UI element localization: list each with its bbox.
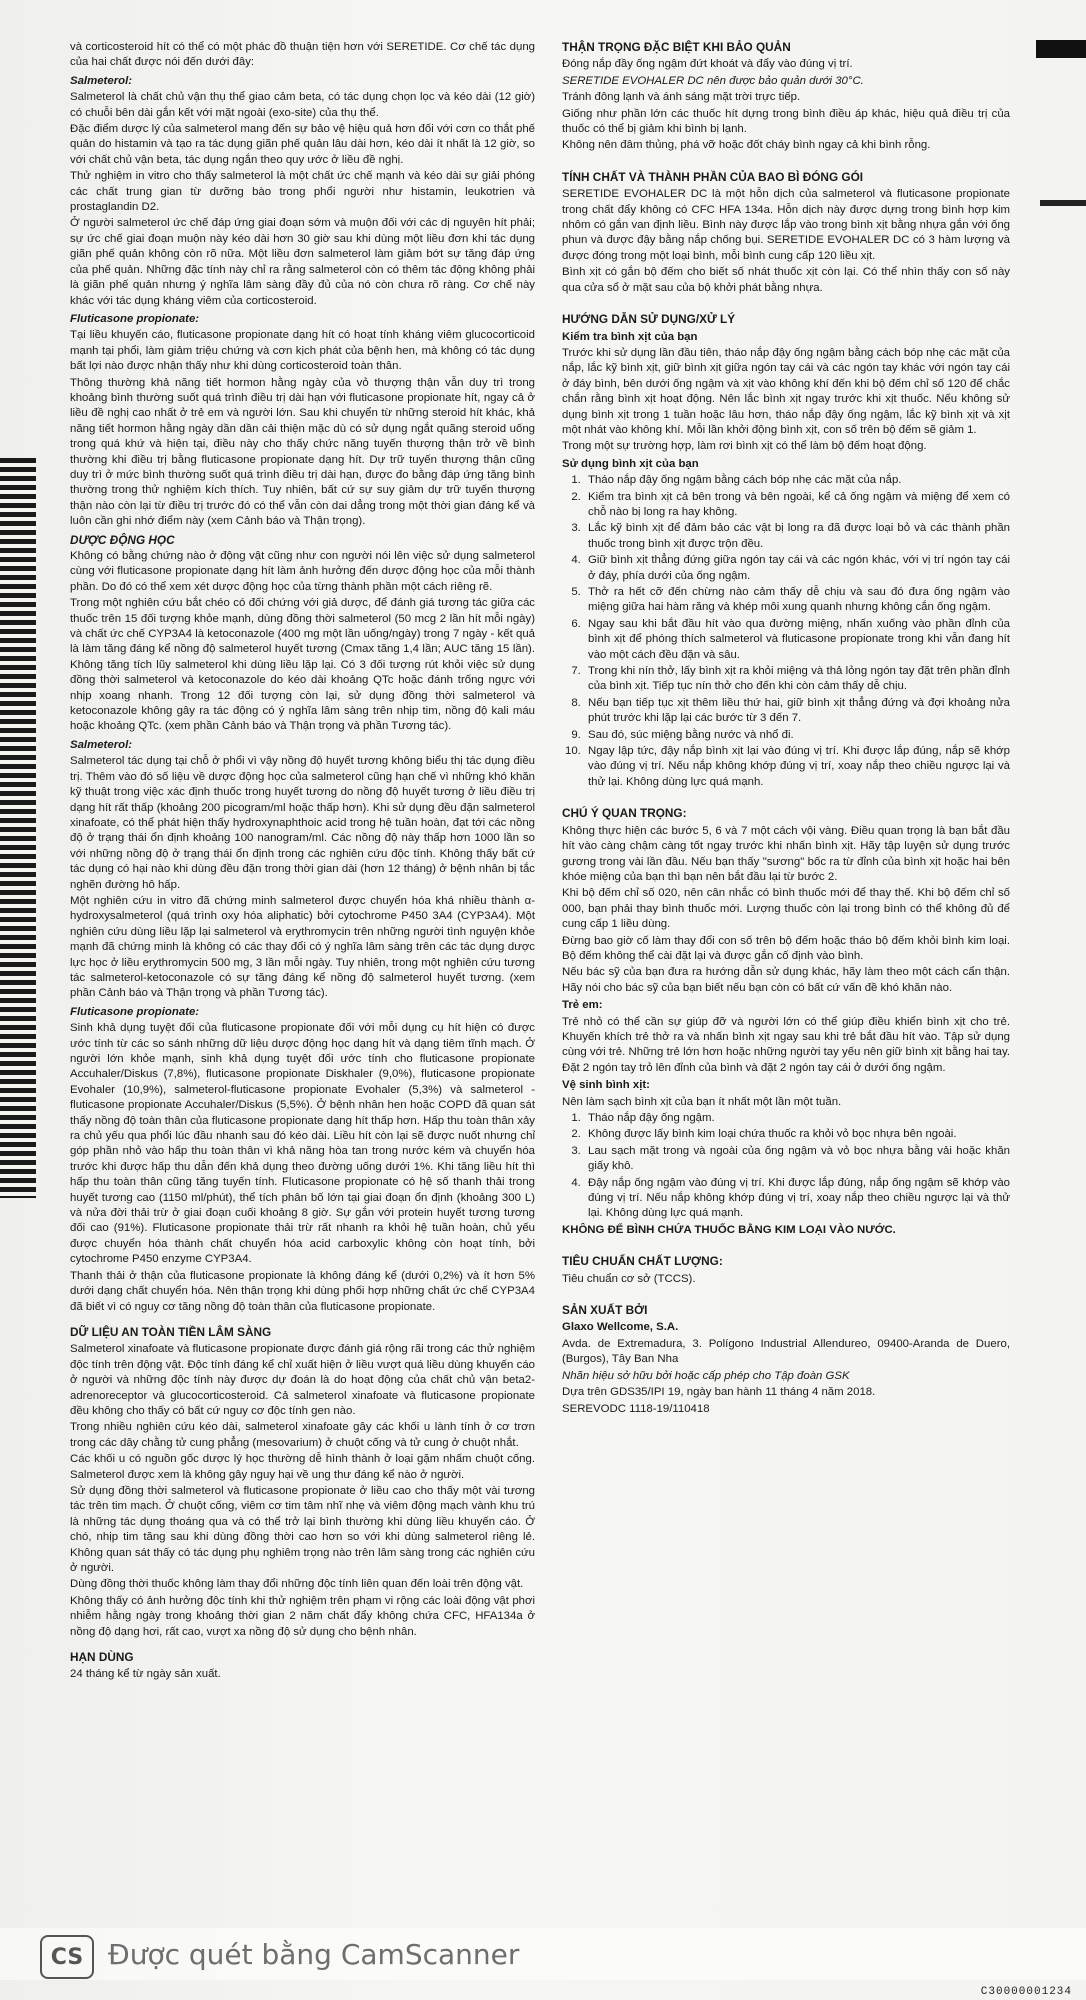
expiry-text: 24 tháng kể từ ngày sản xuất.	[70, 1668, 221, 1681]
bottom-code: C30000001234	[980, 1986, 1072, 1998]
intro-text: và corticosteroid hít có thể có một phác đồ thuận tiện hơn với SERETIDE. Cơ chế tác dụng của hai chất được nói đến dưới đây:	[70, 41, 535, 69]
check-inhaler-heading: Kiểm tra bình xịt của bạn	[562, 330, 698, 343]
preclinical-safety-heading: DỮ LIỆU AN TOÀN TIỀN LÂM SÀNG	[70, 1324, 272, 1339]
list-item: 3. Lắc kỹ bình xịt để đảm bảo các vật bị long ra đã được loại bỏ và các thành phần thuốc trong bình xịt được trộn đều.	[584, 521, 1010, 552]
scan-edge-mark-2	[1040, 200, 1086, 206]
list-item: 10. Ngay lập tức, đậy nắp bình xịt lại vào đúng vị trí. Khi được lắp đúng, nắp sẽ khớp vào đúng vị trí. Nếu nắp không khớp đúng vị trí, xoay nắp theo chiều ngược lại và thử lại. Không dùng lực quá mạnh.	[584, 744, 1010, 790]
paragraph: Sinh khả dụng tuyệt đối của fluticasone propionate đối với mỗi dụng cụ hít hiện có được ước tính từ các so sánh những dữ liệu dược động học dạng hít và dạng tiêm tĩnh mạch. Ở người lớn khỏe mạnh, sinh khả dụng tuyệt đối ước tính cho fluticasone propionate Accuhaler/Diskus (7,8%), fluticasone propionate Diskhaler (9,0%), fluticasone propionate Evohaler (10,9%), salmeterol-fluticasone propionate Evohaler (5,3%) và salmeterol - fluticasone propionate Accuhaler/Diskus (5,5%). Ở bệnh nhân hen hoặc COPD đã quan sát thấy nồng độ toàn thân của fluticasone propionate dạng hít thấp hơn. Hấp thu toàn thân xảy ra chủ yếu qua phổi lúc đầu nhanh sau đó kéo dài. Liều hít còn lại sẽ được nuốt nhưng chỉ góp phần nhỏ vào hấp thu toàn thân vì khả năng hòa tan trong nước kém và chuyển hóa trước khi được hấp thu dẫn đến khả dụng theo đường uống dưới 1%. Khi tăng liều hít thì hấp thu toàn thân cũng tăng tuyến tính. Fluticasone propionate có hệ số thanh thải trong huyết tương cao (1150 ml/phút), thể tích phân bố lớn tại giai đoạn ổn định (khoảng 300 L) và nửa đời thải trừ ở giai đoạn cuối khoảng 8 giờ. Sự gắn với protein huyết tương tương đối cao (91%). Fluticasone propionate thải trừ rất nhanh ra khỏi hệ tuần hoàn, chủ yếu được chuyển hóa thành chất chuyển hóa acid carboxylic không còn hoạt tính, bởi cytochrome P450 enzyme CYP3A4.	[70, 1022, 535, 1266]
paragraph: Đóng nắp đầy ống ngậm đứt khoát và đẩy vào đúng vị trí.	[562, 58, 853, 71]
children-heading: Trẻ em:	[562, 999, 603, 1012]
paragraph: Salmeterol xinafoate và fluticasone propionate được đánh giá rộng rãi trong các thử nghiệm độc tính trên động vật. Độc tính đáng kể chỉ xuất hiện ở liều vượt quá liều dùng khuyến cáo ở người và những độc tính này được dự đoán là do hoạt động của chất chủ vận beta2-adrenoreceptor và glucocorticosteroid. Cả salmeterol xinafoate và fluticasone propionate đều không cho thấy có bất cứ nguy cơ độc tính gen nào.	[70, 1343, 535, 1417]
paragraph: Trong nhiều nghiên cứu kéo dài, salmeterol xinafoate gây các khối u lành tính ở cơ trơn trong các dây chằng tử cung phẳng (mesovarium) ở chuột cống và tử cung ở chuột nhắt.	[70, 1421, 535, 1449]
list-item: 8. Nếu bạn tiếp tục xịt thêm liều thứ hai, giữ bình xịt thẳng đứng và đợi khoảng nửa phút trước khi lặp lại các bước từ 3 đến 7.	[584, 696, 1010, 727]
paragraph: Salmeterol là chất chủ vận thụ thể giao cảm beta, có tác dụng chọn lọc và kéo dài (12 giờ) có chuỗi bên dài gắn kết với mặt ngoài (exo-site) của thụ thể.	[70, 91, 535, 119]
paragraph: Các khối u có nguồn gốc dược lý học thường dễ hình thành ở loại gặm nhấm chuột cống. Salmeterol được xem là không gây nguy hại về ung thư đáng kể nào ở người.	[70, 1453, 535, 1481]
salmeterol-heading: Salmeterol:	[70, 74, 133, 87]
paragraph: Đặc điểm dược lý của salmeterol mang đến sự bảo vệ hiệu quả hơn đối với cơn co thắt phế quản do histamin và tạo ra tác dụng giãn phế quản lâu dài hơn, kéo dài ít nhất là 12 giờ, so với chất chủ vận beta, tác dụng ngắn theo quy ước ở liều đề nghị.	[70, 123, 535, 166]
paragraph: Trước khi sử dụng lần đầu tiên, tháo nắp đậy ống ngậm bằng cách bóp nhẹ các mặt của nắp, lắc kỹ bình xịt, giữ bình xịt giữa ngón tay cái và các ngón tay khác với ngón tay cái ở đáy bình, bên dưới ống ngậm và xịt vào không khí đến khi bộ đếm chỉ số 120 để chắc chắn rằng bình xịt hoạt động. Nên lắc bình xịt ngay trước khi xịt thuốc. Nếu không sử dụng bình xịt trong 1 tuần hoặc lâu hơn, tháo nắp đậy ống ngậm, lắc kỹ bình xịt và xịt một nhát vào không khí. Mỗi lần khởi động bình xịt, con số trên bộ đếm sẽ giảm 1.	[562, 346, 1010, 436]
cleaning-warning: KHÔNG ĐỂ BÌNH CHỨA THUỐC BẰNG KIM LOẠI VÀO NƯỚC.	[562, 1223, 896, 1236]
paragraph: Tại liều khuyến cáo, fluticasone propionate dạng hít có hoạt tính kháng viêm glucocorticoid mạnh tại phổi, làm giảm triệu chứng và cơn kịch phát của bệnh hen, mà không có tác dụng bất lợi nào được nhận thấy như khi dùng corticosteroid toàn thân.	[70, 329, 535, 373]
list-item: 4. Giữ bình xịt thẳng đứng giữa ngón tay cái và các ngón khác, với vị trí ngón tay cái ở đáy, phía dưới của ống ngậm.	[584, 553, 1010, 584]
important-note-heading: CHÚ Ý QUAN TRỌNG:	[562, 806, 687, 821]
pk-fluticasone-heading: Fluticasone propionate:	[70, 1005, 200, 1018]
list-item: 2. Kiểm tra bình xịt cả bên trong và bên ngoài, kể cả ống ngậm và miệng để xem có chỗ nào bị long ra hay không.	[584, 490, 1010, 521]
paragraph: Sử dụng đồng thời salmeterol và fluticasone propionate ở liều cao cho thấy một vài tương tác trên tim mạch. Ở chuột cống, viêm cơ tim tâm nhĩ nhẹ và viêm động mạch vành khu trú là những tác dụng thoáng qua và có thể trở lại bình thường khi dùng liều khuyến cáo. Ở chó, nhịp tim tăng sau khi dùng đồng thời cao hơn so với khi dùng salmeterol riêng lẻ. Không quan sát thấy có tác dụng phụ nghiêm trọng nào trên lâm sàng trong các nghiên cứu ở người.	[70, 1484, 535, 1574]
pharmacokinetics-heading: DƯỢC ĐỘNG HỌC	[70, 532, 175, 547]
cleaning-steps	[562, 1111, 1010, 1222]
use-inhaler-heading: Sử dụng bình xịt của bạn	[562, 457, 699, 470]
paragraph: Khi bộ đếm chỉ số 020, nên cân nhắc có bình thuốc mới để thay thế. Khi bộ đếm chỉ số 000, bạn phải thay bình thuốc mới. Lượng thuốc còn lại trong bình có thể không đủ để cung cấp 1 liều dùng.	[562, 887, 1010, 931]
paragraph: Giống như phần lớn các thuốc hít dựng trong bình điều áp khác, hiệu quả điều trị của thuốc có thể bị giảm khi bình bị lạnh.	[562, 107, 1010, 136]
storage-heading: THẬN TRỌNG ĐẶC BIỆT KHI BẢO QUẢN	[562, 40, 791, 54]
manufacturer-heading: SẢN XUẤT BỞI	[562, 1303, 648, 1318]
paragraph: Tránh đông lạnh và ánh sáng mặt trời trực tiếp.	[562, 91, 801, 104]
paragraph: Một nghiên cứu in vitro đã chứng minh salmeterol được chuyển hóa khá nhiều thành α-hydroxysalmeterol (quá trình oxy hóa aliphatic) bởi cytochrome P450 3A4 (CYP3A4). Một nghiên cứu dùng liều lặp lại salmeterol và erythromycin trên những người tình nguyện khỏe mạnh đã chứng minh là không có các thay đổi có ý nghĩa lâm sàng trên các tác dụng dược lực học ở liều erythromycin 500 mg, 3 lần mỗi ngày. Tuy nhiên, trong một nghiên cứu tương tác salmeterol-ketoconazole có sự tăng đáng kể nồng độ salmeterol huyết tương. (xem phần Cảnh báo và Thận trọng và phần Tương tác).	[70, 894, 535, 1000]
paragraph: Không nên đâm thủng, phá vỡ hoặc đốt cháy bình ngay cả khi bình rỗng.	[562, 139, 931, 152]
paragraph: SERETIDE EVOHALER DC là một hỗn dịch của salmeterol và fluticasone propionate trong chất đẩy không có CFC HFA 134a. Hỗn dịch này được dựng trong bình hợp kim nhôm có gắn van định liều. Bình này được lắp vào trong bình xịt bằng nhựa gắn với ống phun và được đậy bằng nắp chống bụi. SERETIDE EVOHALER DC có 3 hàm lượng và được đóng trong một loại bình, mỗi bình cung cấp 120 liều xịt.	[562, 188, 1010, 262]
list-item: 9. Sau đó, súc miệng bằng nước và nhổ đi.	[584, 728, 1010, 743]
paragraph: Không thấy có ảnh hưởng độc tính khi thử nghiệm trên phạm vi rộng các loài động vật phơi nhiễm hằng ngày trong khoảng thời gian 2 năm chất đẩy không chứa CFC, HFA134a ở nồng độ dạng hơi, rất cao, vượt xa nồng độ sử dụng cho bệnh nhân.	[70, 1594, 535, 1638]
expiry-heading: HẠN DÙNG	[70, 1650, 134, 1665]
usage-steps	[562, 473, 1010, 790]
list-item: 4. Đậy nắp ống ngậm vào đúng vị trí. Khi được lắp đúng, nắp ống ngậm sẽ khớp vào đúng vị trí. Nếu nắp không khớp đúng vị trí, xoay nắp theo chiều ngược lại và thử lại. Không dùng lực quá mạnh.	[584, 1176, 1010, 1222]
fluticasone-heading: Fluticasone propionate:	[70, 312, 200, 325]
quality-heading: TIÊU CHUẨN CHẤT LƯỢNG:	[562, 1254, 723, 1269]
usage-heading: HƯỚNG DẪN SỬ DỤNG/XỬ LÝ	[562, 312, 736, 327]
paragraph: Trong một nghiên cứu bắt chéo có đối chứng với giả dược, để đánh giá tương tác giữa các thuốc trên 15 đối tượng khỏe mạnh, dùng đồng thời salmeterol (50 mcg 2 lần hít mỗi ngày) và chất ức chế CYP3A4 là ketoconazole (400 mg một lần uống/ngày) trong 7 ngày - kết quả là làm tăng đáng kể nồng độ salmeterol huyết tương (Cmax tăng 1,4 lần; AUC tăng 15 lần). Không tăng tích lũy salmeterol khi dùng liều lặp lại. Có 3 đối tượng rút khỏi việc sử dụng đồng thời salmeterol và ketoconazole do kéo dài khoảng QTc hoặc đánh trống ngực với nhịp xoang nhanh. Trong 12 đối tượng còn lại, sử dụng đồng thời salmeterol và ketoconazole không gây ra tác động có ý nghĩa lâm sàng trên nhịp tim, nồng độ kali máu hoặc khoảng QTc. (xem phần Cảnh báo và Thận trọng và phần Tương tác).	[70, 597, 535, 733]
left-column	[70, 40, 535, 1684]
camscanner-logo: CS	[40, 1935, 94, 1979]
list-item: 2. Không được lấy bình kim loại chứa thuốc ra khỏi vỏ bọc nhựa bên ngoài.	[584, 1127, 1010, 1142]
paragraph: Salmeterol tác dụng tại chỗ ở phổi vì vậy nồng độ huyết tương không biểu thị tác dụng điều trị. Thêm vào đó số liệu về dược động học của salmeterol cũng hạn chế vì những khó khăn kỹ thuật trong việc xác định thuốc trong huyết tương do nồng độ huyết tương ở liều điều trị dạng hít rất thấp (khoảng 200 picogram/ml hoặc thấp hơn). Khi sử dụng đều đặn salmeterol xinafoate, có thể phát hiện thấy hydroxynaphthoic acid trong hệ tuần hoàn, đạt tới các nồng độ ở trạng thái ổn định khoảng 100 nanogram/ml. Các nồng độ này thấp hơn 1000 lần so với những nồng độ ở trạng thái ổn định trong các nghiên cứu độc tính. Không thấy bất cứ tác dụng có hại nào khi dùng đều đặn trong thời gian dài (hơn 12 tháng) ở bệnh nhân bị tắc nghẽn đường hô hấp.	[70, 755, 535, 891]
paragraph: Bình xịt có gắn bộ đếm cho biết số nhát thuốc xịt còn lại. Có thể nhìn thấy con số này qua cửa sổ ở mặt sau của bộ khởi phát bằng nhựa.	[562, 266, 1010, 294]
scan-edge-mark	[1036, 40, 1086, 58]
paragraph: Thanh thải ở thận của fluticasone propionate là không đáng kể (dưới 0,2%) và ít hơn 5% dưới dạng chất chuyển hóa. Nên thận trọng khi dùng phối hợp những chất ức chế CYP3A4 đã biết vì có nguy cơ tăng nồng độ toàn thân của fluticasone propionate.	[70, 1269, 535, 1313]
manufacturer-name: Glaxo Wellcome, S.A.	[562, 1321, 679, 1334]
list-item: 5. Thở ra hết cỡ đến chừng nào cảm thấy dễ chịu và sau đó đưa ống ngậm vào miệng giữa hai hàm răng và khép môi xung quanh nhưng không cắn ống ngậm.	[584, 585, 1010, 616]
document-code: SEREVODC 1118-19/110418	[562, 1402, 710, 1415]
paragraph: Nếu bác sỹ của bạn đưa ra hướng dẫn sử dụng khác, hãy làm theo một cách cẩn thận. Hãy nói cho bác sỹ của bạn biết nếu bạn còn có bất cứ vấn đề khó khăn nào.	[562, 966, 1010, 994]
quality-text: Tiêu chuẩn cơ sở (TCCS).	[562, 1272, 696, 1285]
list-item: 6. Ngay sau khi bắt đầu hít vào qua đường miệng, nhấn xuống vào phần đỉnh của bình xịt để phóng thích salmeterol và fluticasone propionate trong khi vẫn đang hít vào một cách đều đặn và sâu.	[584, 617, 1010, 663]
packaging-heading: TÍNH CHẤT VÀ THÀNH PHẦN CỦA BAO BÌ ĐÓNG GÓI	[562, 169, 864, 184]
paragraph: Ở người salmeterol ức chế đáp ứng giai đoạn sớm và muộn đối với các dị nguyên hít phải; sự ức chế giai đoạn muộn này kéo dài hơn 30 giờ sau khi dùng một liều đơn khi tác dụng giãn phế quản không còn rõ nữa. Một liều đơn salmeterol làm giảm bớt sự tăng đáp ứng của phế quản. Những đặc tính này chỉ ra rằng salmeterol còn có thêm tác động không phải là giãn phế quản nhưng ý nghĩa lâm sàng đầy đủ của nó còn chưa rõ ràng. Cơ chế này khác với tác dụng kháng viêm của corticosteroid.	[70, 217, 535, 307]
camscanner-watermark-text: Được quét bằng CamScanner	[108, 1938, 520, 1971]
trademark-text: Nhãn hiệu sở hữu bởi hoặc cấp phép cho Tập đoàn GSK	[562, 1369, 850, 1382]
manufacturer-address: Avda. de Extremadura, 3. Polígono Industrial Allendureo, 09400-Aranda de Duero, (Burgos), Tây Ban Nha	[562, 1337, 1010, 1366]
paragraph: Dùng đồng thời thuốc không làm thay đổi những độc tính liên quan đến loài trên động vật.	[70, 1578, 524, 1591]
paragraph: Không thực hiện các bước 5, 6 và 7 một cách vội vàng. Điều quan trọng là bạn bắt đầu hít vào càng chậm càng tốt ngay trước khi nhấn bình xịt. Hãy tập luyện sử dụng trước gương trong vài lần đầu. Nếu bạn thấy "sương" bốc ra từ đỉnh của bình xịt hoặc hai bên khóe miệng của bạn thì bạn nên bắt đầu lại từ bước 2.	[562, 824, 1010, 883]
paragraph: Đừng bao giờ cố làm thay đổi con số trên bộ đếm hoặc tháo bộ đếm khỏi bình kim loại. Bộ đếm không thể cài đặt lại và được gắn cố định vào bình.	[562, 934, 1010, 962]
barcode-strip	[0, 458, 36, 1198]
basis-text: Dựa trên GDS35/IPI 19, ngày ban hành 11 tháng 4 năm 2018.	[562, 1386, 876, 1399]
pk-salmeterol-heading: Salmeterol:	[70, 738, 133, 751]
paragraph: SERETIDE EVOHALER DC nên được bảo quản dưới 30°C.	[562, 74, 864, 87]
list-item: 1. Tháo nắp đậy ống ngậm.	[584, 1111, 1010, 1126]
list-item: 1. Tháo nắp đậy ống ngậm bằng cách bóp nhẹ các mặt của nắp.	[584, 473, 1010, 488]
paragraph: Không có bằng chứng nào ở động vật cũng như con người nói lên việc sử dụng salmeterol cùng với fluticasone propionate dạng hít làm ảnh hưởng đến dược động học của mỗi thành phần. Do đó có thể xem xét dược động học của từng thành phần một cách riêng rẽ.	[70, 550, 535, 593]
list-item: 7. Trong khi nín thở, lấy bình xịt ra khỏi miệng và thả lỏng ngón tay đặt trên phần đỉnh của bình xịt. Tiếp tục nín thở cho đến khi còn cảm thấy dễ chịu.	[584, 664, 1010, 695]
paragraph: Thông thường khả năng tiết hormon hằng ngày của vỏ thượng thận vẫn duy trì trong khoảng bình thường suốt quá trình điều trị dài hạn với fluticasone propionate hít, ngay cả ở liều đề nghị cao nhất ở trẻ em và người lớn. Sau khi chuyển từ những steroid hít khác, khả năng tiết hormon hằng ngày dần dần cải thiện mặc dù có sử dụng ngắt quãng steroid uống trong quá khứ và hiện tại, điều này cho thấy chức năng tuyến thượng thận trở về bình thường khi điều trị bằng fluticasone propionate dạng hít. Dự trữ tuyến thượng thận cũng duy trì ở mức bình thường suốt quá trình điều trị dài hạn, được đo bằng đáp ứng tăng bình thường trong thử nghiệm kích thích. Tuy nhiên, bất cứ sự suy giảm dự trữ tuyến thượng thận nào còn lại từ điều trị trước đó có thể vẫn còn dai dẳng trong một thời gian đáng kể và luôn cần ghi nhớ điểm này (xem Cảnh báo và Thận trọng).	[70, 376, 535, 528]
list-item: 3. Lau sạch mặt trong và ngoài của ống ngậm và vỏ bọc nhựa bằng vải hoặc khăn giấy khô.	[584, 1144, 1010, 1175]
paragraph: Nên làm sạch bình xịt của bạn ít nhất một lần một tuần.	[562, 1095, 842, 1108]
right-column	[562, 40, 1010, 1418]
cleaning-heading: Vệ sinh bình xịt:	[562, 1079, 650, 1092]
paragraph: Trẻ nhỏ có thể cần sự giúp đỡ và người lớn có thể giúp điều khiển bình xịt cho trẻ. Khuyến khích trẻ thở ra và nhấn bình xịt ngay sau khi trẻ bắt đầu hít vào. Tập sử dụng cùng với trẻ. Những trẻ lớn hơn hoặc những người tay yếu nên giữ bình xịt bằng hai tay. Đặt 2 ngón tay trỏ lên đỉnh của bình và đặt 2 ngón tay cái ở dưới ống ngậm.	[562, 1015, 1010, 1074]
paragraph: Trong một sự trường hợp, làm rơi bình xịt có thể làm bộ đếm hoạt động.	[562, 440, 927, 453]
paragraph: Thử nghiệm in vitro cho thấy salmeterol là một chất ức chế mạnh và kéo dài sự giải phóng các chất trung gian từ dưỡng bào trong phổi người như histamin, leukotrien và prostaglandin D2.	[70, 170, 535, 214]
